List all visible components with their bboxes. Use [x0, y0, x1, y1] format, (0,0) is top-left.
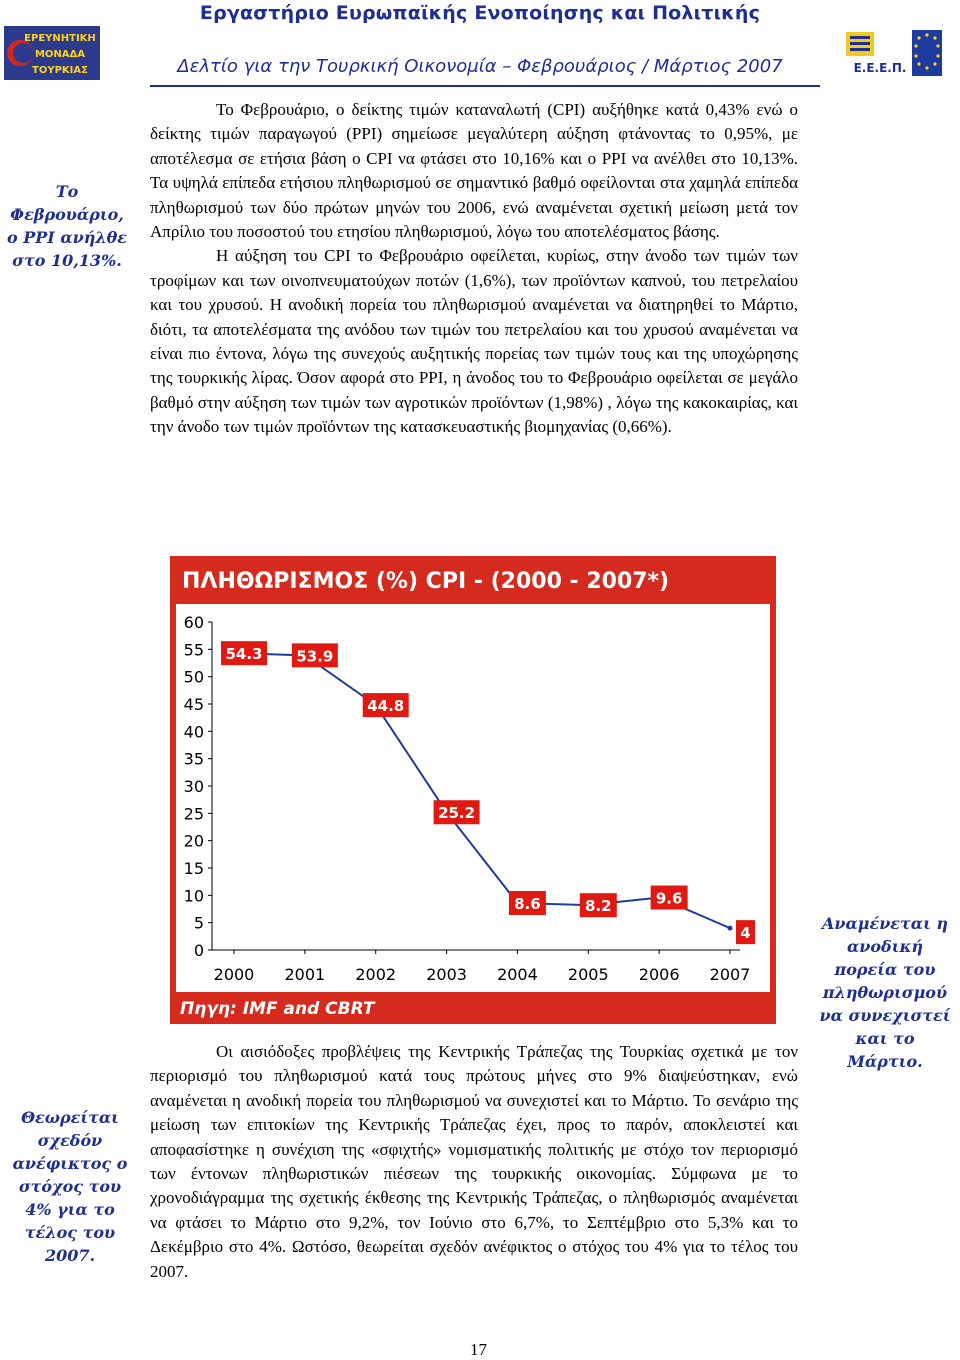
header-title: Εργαστήριο Ευρωπαϊκής Ενοποίησης και Πολιτικής: [199, 2, 761, 24]
y-tick-label: 45: [183, 695, 204, 714]
paragraph-3: Οι αισιόδοξες προβλέψεις της Κεντρικής Τράπεζας της Τουρκίας σχετικά με τον περιορισμό του πληθωρισμού κατά τους πρώτους μήνες στο 9% διαψεύστηκαν, ενώ αναμένεται η ανοδική πορεία του πληθωρισμού να συνεχιστεί και το Μάρτιο. Το σενάριο της μείωση των επιτοκίων της Κεντρικής Τράπεζας έχει, προς το παρόν, αποκλειστεί και αποφασίστηκε η συνέχιση της «σφιχτής» νομισματικής πολιτικής με στόχο τον περιορισμό των έντονων πληθωριστικών πιέσεων της τουρκικής οικονομίας. Σύμφωνα με το χρονοδιάγραμμα της σχετικής έκθεσης της Κεντρικής Τράπεζας, ο πληθωρισμός αναμένεται να φτάσει το Μάρτιο στο 9,2%, τον Ιούνιο στο 6,7%, το Σεπτέμβριο στο 5,3% και το Δεκέμβριο στο 4%. Ωστόσο, θεωρείται σχεδόν ανέφικτος ο στόχος του 4% για το τέλος του 2007.: [150, 1042, 798, 1281]
x-tick-label: 2007: [709, 965, 751, 984]
chart-title: ΠΛΗΘΩΡΙΣΜΟΣ (%) CPI - (2000 - 2007*): [182, 569, 670, 594]
y-tick-label: 5: [193, 913, 204, 933]
header-subtitle: Δελτίο για την Τουρκική Οικονομία – Φεβρουάριος / Μάρτιος 2007: [177, 56, 783, 77]
x-tick-label: 2004: [497, 965, 538, 984]
x-tick-label: 2006: [638, 965, 680, 984]
svg-text:ΤΟΥΡΚΙΑΣ: ΤΟΥΡΚΙΑΣ: [32, 65, 88, 76]
paragraph-1: Το Φεβρουάριο, ο δείκτης τιμών καταναλωτή (CPI) αυξήθηκε κατά 0,43% ενώ ο δείκτης τιμών παραγωγού (PPI) σημείωσε μεγαλύτερη αύξηση φτάνοντας το 0,95%, με αποτέλεσμα σε ετήσια βάση ο CPI να φτάσει στο 10,16% και ο PPI να ανέλθει στο 10,13%. Τα υψηλά επίπεδα ετήσιου πληθωρισμού σε σημαντικό βαθμό οφείλονται στα χαμηλά επίπεδα πληθωρισμού των δύο πρώτων μηνών του 2006, ενώ αναμένεται σχετική μείωση μετά τον Απρίλιο του ποσοστού του ετησίου πληθωρισμού, λόγω του αποτελέσματος βάσης.: [150, 100, 798, 242]
body-top: [150, 98, 798, 440]
cpi-chart: [170, 556, 776, 1024]
data-label: 9.6: [655, 889, 683, 908]
data-label: 53.9: [296, 647, 334, 666]
y-tick-label: 50: [183, 667, 204, 687]
sidenote-ppi: Το Φεβρουάριο, ο PPI ανήλθε στο 10,13%.: [6, 182, 128, 270]
data-label: 8.2: [584, 897, 612, 916]
page-number: 17: [470, 1340, 487, 1359]
data-label: 4: [740, 924, 751, 943]
header-divider: [150, 85, 820, 87]
paragraph-2: Η αύξηση του CPI το Φεβρουάριο οφείλεται, κυρίως, στην άνοδο των τιμών των τροφίμων και των οινοπνευματούχων ποτών (1,6%), των προϊόντων καπνού, του πετρελαίου και του χρυσού. Η ανοδική πορεία του πληθωρισμού αναμένεται να διατηρηθεί το Μάρτιο, διότι, τα αποτελέσματα της ανόδου των τιμών του πετρελαίου και του χρυσού αναμένεται να είναι πιο έντονα, λόγω της συνεχούς αυξητικής πορείας των τιμών τους και της υποχώρησης της τουρκικής λίρας. Όσον αφορά στο PPI, η άνοδος του το Φεβρουάριο οφείλεται σε μεγάλο βαθμό στην αύξηση των τιμών των αγροτικών προϊόντων (1,98%) , λόγω της κακοκαιρίας, και την άνοδο των τιμών προϊόντων της κατασκευαστικής βιομηχανίας (0,66%).: [150, 246, 798, 437]
sidenote-target: Θεωρείται σχεδόν ανέφικτος ο στόχος του 4% για το τέλος του 2007.: [12, 1108, 128, 1265]
data-label: 44.8: [367, 697, 405, 716]
x-tick-label: 2005: [567, 965, 609, 984]
chart-source: Πηγη: IMF and CBRT: [180, 999, 375, 1019]
x-tick-label: 2003: [426, 965, 467, 984]
y-tick-label: 20: [183, 831, 204, 851]
svg-text:ΜΟΝΑΔΑ: ΜΟΝΑΔΑ: [34, 49, 86, 60]
y-tick-label: 15: [183, 859, 204, 878]
y-tick-label: 25: [183, 804, 204, 824]
y-tick-label: 30: [183, 777, 204, 796]
x-tick-label: 2001: [284, 965, 326, 984]
research-unit-logo: [4, 26, 100, 80]
sidenote-march: Αναμένεται η ανοδική πορεία του πληθωρισμού να συνεχιστεί και το Μάρτιο.: [819, 914, 951, 1071]
y-tick-label: 40: [183, 722, 204, 742]
x-tick-label: 2000: [213, 965, 255, 984]
svg-text:ΕΡΕΥΝΗΤΙΚΗ: ΕΡΕΥΝΗΤΙΚΗ: [24, 33, 96, 44]
y-tick-label: 35: [183, 749, 204, 769]
data-label: 25.2: [438, 804, 476, 823]
y-tick-label: 55: [183, 640, 204, 660]
body-bottom: [150, 1040, 798, 1284]
data-label: 8.6: [514, 894, 541, 913]
eeep-logo: [840, 26, 944, 80]
y-tick-label: 10: [183, 886, 204, 906]
x-tick-label: 2002: [355, 965, 397, 984]
data-point: [728, 926, 733, 931]
svg-text:Ε.Ε.Ε.Π.: Ε.Ε.Ε.Π.: [853, 61, 907, 75]
y-tick-label: 0: [193, 941, 204, 960]
cpi-chart-svg: [170, 556, 776, 1024]
data-label: 54.3: [225, 645, 263, 664]
y-tick-label: 60: [183, 613, 204, 632]
